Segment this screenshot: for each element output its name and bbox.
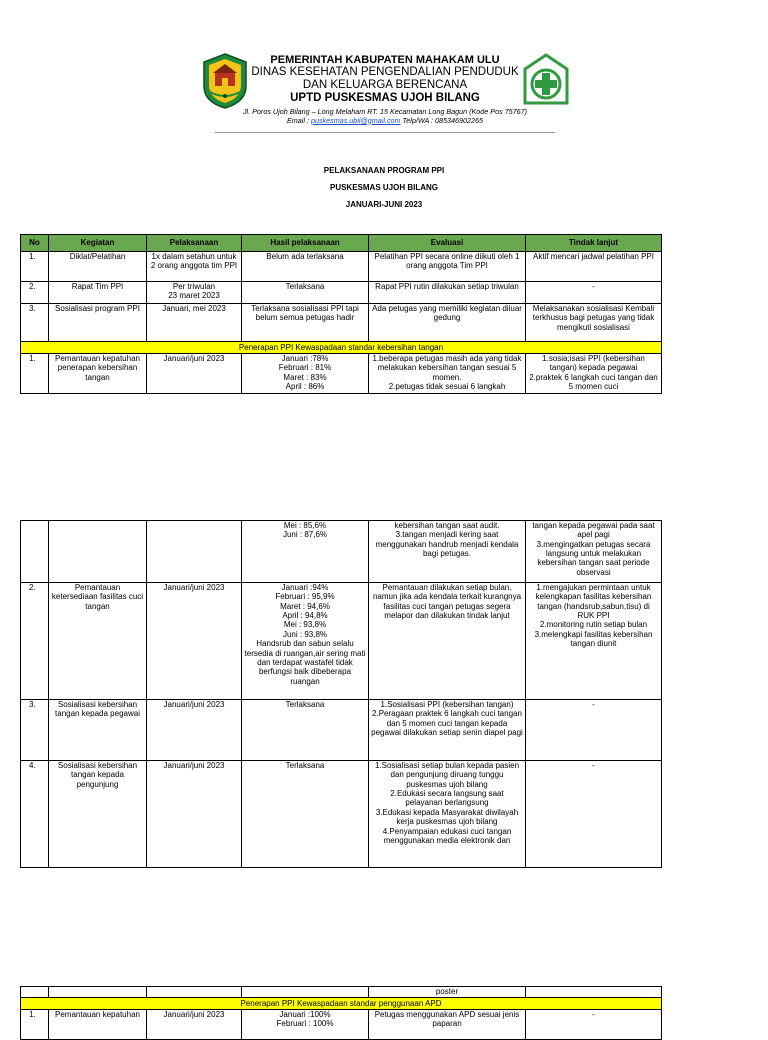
doc-title-line1: PELAKSANAAN PROGRAM PPI: [323, 166, 445, 175]
cell-kegiatan: Pemantauan kepatuhan penerapan kebersihan tangan: [49, 354, 147, 394]
cell-hasil: Januari :94% Februari : 95,9% Maret : 94,6% April : 94,8% Mei : 93,8% Juni : 93,8% Handsrub dan sabun selalu tersedia di ruangan,air sering mati dan terdapat wastafel tidak berfungsi baik dibeberapa ruangan: [242, 583, 369, 700]
cell-hasil: Terlaksana sosialisasi PPI tapi belum semua petugas hadir: [242, 304, 369, 342]
cell-tindak-lanjut: 1.mengajukan permintaan untuk kelengkapan fasilitas kebersihan tangan (handsrub,sabun,tisu) di RUK PPI 2.monitoring rutin setiap bulan 3.melengkapi fasilitas kebersihan tangan diunit: [526, 583, 662, 700]
cell-pelaksanaan: Per triwulan 23 maret 2023: [147, 282, 242, 304]
table-header-row: [21, 235, 662, 252]
cell-kegiatan: Pemantauan kepatuhan: [49, 1010, 147, 1040]
cell-kegiatan: Sosialisasi kebersihan tangan kepada pegawai: [49, 700, 147, 761]
cell-tindak-lanjut: -: [526, 1010, 662, 1040]
section-row: [21, 342, 662, 354]
cell-kegiatan: Rapat Tim PPI: [49, 282, 147, 304]
cell-hasil: Terlaksana: [242, 761, 369, 868]
cell-hasil: Januari :78% Februari : 81% Maret : 83% April : 86%: [242, 354, 369, 394]
table-row: [21, 700, 662, 761]
cell-evaluasi: Rapat PPI rutin dilakukan setiap triwulan: [369, 282, 526, 304]
table-row: [21, 282, 662, 304]
cell-kegiatan: [49, 987, 147, 998]
cell-tindak-lanjut: -: [526, 282, 662, 304]
cell-hasil: Belum ada terlaksana: [242, 252, 369, 282]
ppi-table-page1: [20, 234, 662, 394]
cell-evaluasi: poster: [369, 987, 526, 998]
ppi-table-page2: [20, 520, 662, 868]
doc-title-line3: JANUARI-JUNI 2023: [345, 200, 423, 209]
doc-title-line2: PUSKESMAS UJOH BILANG: [329, 183, 438, 192]
cell-pelaksanaan: [147, 521, 242, 583]
dept-name-line1: DINAS KESEHATAN PENGENDALIAN PENDUDUK: [251, 66, 519, 79]
cell-no: [21, 987, 49, 998]
dept-name-line2: DAN KELUARGA BERENCANA: [302, 79, 468, 92]
cell-no: 2.: [21, 583, 49, 700]
table-row: [21, 304, 662, 342]
col-header-no: No: [21, 235, 49, 252]
cell-evaluasi: 1.Sosialisasi setiap bulan kepada pasien dan pengunjung diruang tunggu puskesmas ujoh bilang 2.Edukasi secara langsung saat pelayanan berlangsung 3.Edukasi kepada Masyarakat diwilayah kerja puskesmas ujoh bilang 4.Penyampaian edukasi cuci tangan menggunakan media elektronik dan: [369, 761, 526, 868]
letterhead-text: [235, 54, 535, 105]
email-label: Email :: [286, 115, 309, 125]
cell-pelaksanaan: Januari/juni 2023: [147, 583, 242, 700]
cell-evaluasi: Pemantauan dilakukan setiap bulan, namun jika ada kendala terkait kurangnya fasilitas cuci tangan petugas segera melapor dan dilakukan tindak lanjut: [369, 583, 526, 700]
table-row: [21, 761, 662, 868]
cell-evaluasi: 1.Sosialisasi PPI (kebersihan tangan) 2.Peragaan praktek 6 langkah cuci tangan dan 5 momen cuci tangan kepada pegawai dilakukan setiap senin diapel pagi: [369, 700, 526, 761]
cell-hasil: Terlaksana: [242, 282, 369, 304]
cell-tindak-lanjut: -: [526, 761, 662, 868]
cell-tindak-lanjut: Melaksanakan sosialisasi Kembali terkhusus bagi petugas yang tidak mengikuti sosialisasi: [526, 304, 662, 342]
letterhead-divider: [215, 132, 555, 133]
section-row: [21, 998, 662, 1010]
table-row: [21, 521, 662, 583]
cell-pelaksanaan: Januari/juni 2023: [147, 700, 242, 761]
section-title: Penerapan PPI Kewaspadaan standar penggunaan APD: [21, 998, 662, 1010]
cell-pelaksanaan: Januari/juni 2023: [147, 1010, 242, 1040]
col-header-kegiatan: Kegiatan: [49, 235, 147, 252]
table-row: [21, 354, 662, 394]
cell-hasil: [242, 987, 369, 998]
puskesmas-name: UPTD PUSKESMAS UJOH BILANG: [290, 92, 480, 105]
cell-no: 3.: [21, 700, 49, 761]
cell-hasil: Januari :100% Februari : 100%: [242, 1010, 369, 1040]
cell-no: 4.: [21, 761, 49, 868]
cell-kegiatan: Pemantauan ketersediaan fasilitas cuci tangan: [49, 583, 147, 700]
cell-kegiatan: Sosialisasi program PPI: [49, 304, 147, 342]
ppi-table-page3: [20, 986, 662, 1040]
cell-no: 1.: [21, 354, 49, 394]
contact-line: [215, 117, 555, 126]
phone-text: Telp/WA : 085346902265: [402, 115, 484, 125]
cell-hasil: Mei : 85,6% Juni : 87,6%: [242, 521, 369, 583]
cell-kegiatan: [49, 521, 147, 583]
cell-no: 1.: [21, 1010, 49, 1040]
cell-evaluasi: Petugas menggunakan APD sesuai jenis paparan: [369, 1010, 526, 1040]
cell-pelaksanaan: Januari, mei 2023: [147, 304, 242, 342]
puskesmas-logo-icon: [523, 53, 569, 105]
cell-hasil: Terlaksana: [242, 700, 369, 761]
address-line: Jl. Poros Ujoh Bilang – Long Melaham RT. 15 Kecamatan Long Bagun (Kode Pos 75767): [242, 107, 528, 116]
cell-no: 2.: [21, 282, 49, 304]
cell-pelaksanaan: [147, 987, 242, 998]
table-row: [21, 583, 662, 700]
cell-tindak-lanjut: tangan kepada pegawai pada saat apel pagi 3.mengingatkan petugas secara langsung untuk melakukan kebersihan tangan saat periode observasi: [526, 521, 662, 583]
table-row: [21, 1010, 662, 1040]
cell-kegiatan: Sosialisasi kebersihan tangan kepada pengunjung: [49, 761, 147, 868]
cell-tindak-lanjut: 1.sosia;isasi PPI (kebersihan tangan) kepada pegawai 2.praktek 6 langkah cuci tangan dan 5 momen cuci: [526, 354, 662, 394]
col-header-pelaksanaan: Pelaksanaan: [147, 235, 242, 252]
col-header-hasil: Hasil pelaksanaan: [242, 235, 369, 252]
section-title: Penerapan PPI Kewaspadaan standar kebersihan tangan: [21, 342, 662, 354]
table-row: [21, 252, 662, 282]
cell-no: 3.: [21, 304, 49, 342]
email-link[interactable]: puskesmas.ubil@gmail.com: [310, 115, 401, 125]
cell-tindak-lanjut: [526, 987, 662, 998]
cell-no: 1.: [21, 252, 49, 282]
letterhead: [195, 52, 575, 152]
cell-evaluasi: kebersihan tangan saat audit. 3.tangan menjadi kering saat menggunakan handrub menjadi kendala bagi petugas.: [369, 521, 526, 583]
cell-no: [21, 521, 49, 583]
cell-kegiatan: Diklat/Pelatihan: [49, 252, 147, 282]
cell-evaluasi: Ada petugas yang memiliki kegiatan diluar gedung: [369, 304, 526, 342]
table-row-continuation: [21, 987, 662, 998]
col-header-tindak-lanjut: Tindak lanjut: [526, 235, 662, 252]
cell-tindak-lanjut: -: [526, 700, 662, 761]
letterhead-address: [215, 108, 555, 125]
cell-pelaksanaan: Januari/juni 2023: [147, 354, 242, 394]
cell-evaluasi: Pelatihan PPI secara online diikuti oleh 1 orang anggota Tim PPI: [369, 252, 526, 282]
cell-pelaksanaan: Januari/juni 2023: [147, 761, 242, 868]
govt-name: PEMERINTAH KABUPATEN MAHAKAM ULU: [270, 54, 500, 66]
cell-pelaksanaan: 1x dalam setahun untuk 2 orang anggota tim PPI: [147, 252, 242, 282]
cell-tindak-lanjut: Aktif mencari jadwal pelatihan PPI: [526, 252, 662, 282]
cell-evaluasi: 1.beberapa petugas masih ada yang tidak melakukan kebersihan tangan sesuai 5 momen. 2.petugas tidak sesuai 6 langkah: [369, 354, 526, 394]
col-header-evaluasi: Evaluasi: [369, 235, 526, 252]
